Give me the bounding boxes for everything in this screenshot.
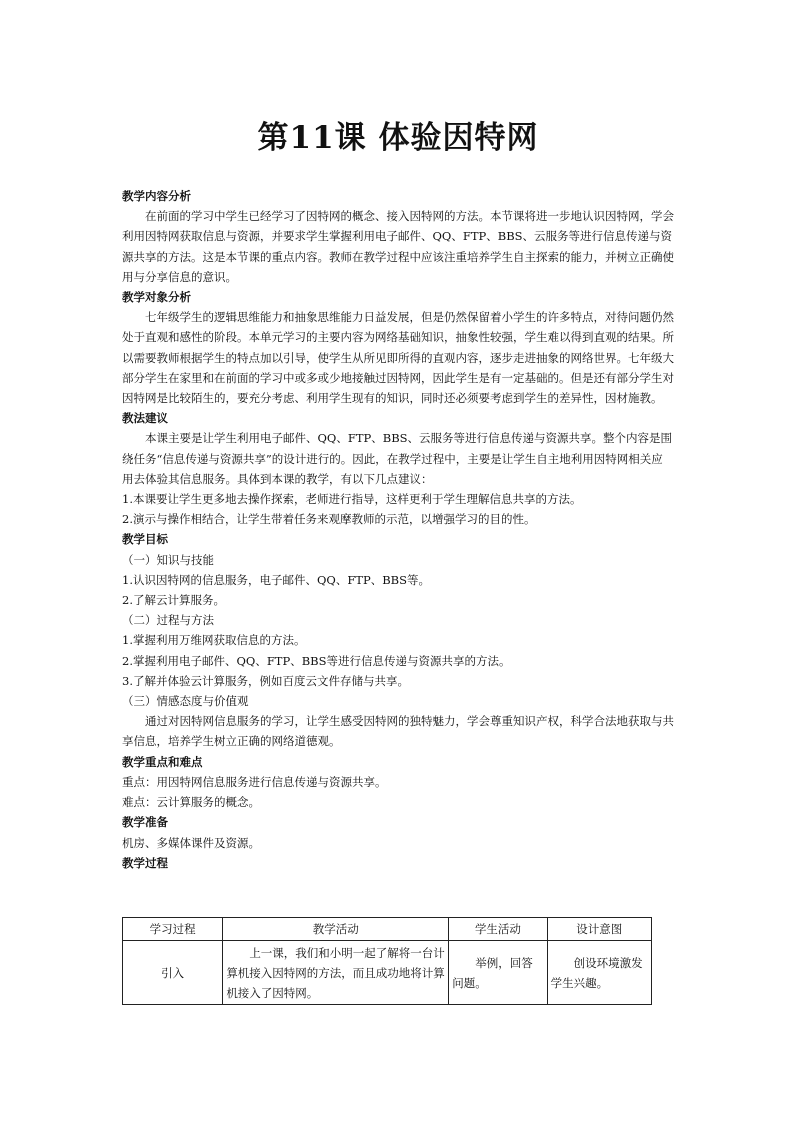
content-analysis-paragraph: 在前面的学习中学生已经学习了因特网的概念、接入因特网的方法。本节课将进一步地认识因特网，学会利用因特网获取信息与资源，并要求学生掌握利用电子邮件、QQ、FTP、BBS、云服务等进行信息传递与资源共享的方法。这是本节课的重点内容。教师在教学过程中应该注重培养学生自主探索的能力，并树立正确使用与分享信息的意识。 bbox=[122, 209, 674, 284]
table-header-cell: 设计意图 bbox=[547, 918, 651, 941]
objective-item: 2.掌握利用电子邮件、QQ、FTP、BBS等进行信息传递与资源共享的方法。 bbox=[122, 653, 511, 668]
preparation-heading: 教学准备 bbox=[122, 815, 168, 830]
audience-analysis-heading: 教学对象分析 bbox=[122, 290, 191, 305]
table-header-row bbox=[123, 918, 652, 941]
lesson-content bbox=[122, 186, 674, 873]
process-heading: 教学过程 bbox=[122, 855, 168, 870]
teaching-process-table bbox=[122, 917, 652, 1005]
table-header-cell: 学生活动 bbox=[449, 918, 547, 941]
objective-knowledge-label: （一）知识与技能 bbox=[122, 552, 214, 567]
key-point-difficulty: 难点：云计算服务的概念。 bbox=[122, 795, 260, 810]
objective-item: 1.认识因特网的信息服务，电子邮件、QQ、FTP、BBS等。 bbox=[122, 572, 430, 587]
objective-item: 1.掌握利用万维网获取信息的方法。 bbox=[122, 633, 306, 648]
table-header-cell: 学习过程 bbox=[123, 918, 223, 941]
preparation-text: 机房、多媒体课件及资源。 bbox=[122, 835, 260, 850]
key-points-heading: 教学重点和难点 bbox=[122, 754, 203, 769]
table-cell: 举例，回答问题。 bbox=[449, 941, 547, 1005]
method-advice-paragraph: 本课主要是让学生利用电子邮件、QQ、FTP、BBS、云服务等进行信息传递与资源共享。整个内容是围绕任务“信息传递与资源共享”的设计进行的。因此，在教学过程中，主要是让学生自主地利用因特网相关应用去体验其信息服务。具体到本课的教学，有以下几点建议： bbox=[122, 431, 673, 486]
lesson-title: 第11课 体验因特网 bbox=[257, 120, 539, 156]
objective-process-label: （二）过程与方法 bbox=[122, 613, 214, 628]
table-cell: 创设环境激发学生兴趣。 bbox=[547, 941, 651, 1005]
table-cell: 上一课，我们和小明一起了解将一台计算机接入因特网的方法，而且成功地将计算机接入了因特网。 bbox=[223, 941, 449, 1005]
method-advice-item: 1.本课要让学生更多地去操作探索，老师进行指导，这样更利于学生理解信息共享的方法。 bbox=[122, 492, 582, 507]
content-analysis-heading: 教学内容分析 bbox=[122, 189, 191, 203]
objective-attitude-label: （三）情感态度与价值观 bbox=[122, 694, 249, 709]
objective-attitude-paragraph: 通过对因特网信息服务的学习，让学生感受因特网的独特魅力，学会尊重知识产权，科学合法地获取与共享信息，培养学生树立正确的网络道德观。 bbox=[122, 714, 674, 749]
key-point-focus: 重点：用因特网信息服务进行信息传递与资源共享。 bbox=[122, 774, 387, 789]
table-row bbox=[123, 941, 652, 1005]
table-header-cell: 教学活动 bbox=[223, 918, 449, 941]
table-cell: 引入 bbox=[123, 941, 223, 1005]
objectives-heading: 教学目标 bbox=[122, 532, 168, 547]
objective-item: 2.了解云计算服务。 bbox=[122, 593, 225, 608]
method-advice-item: 2.演示与操作相结合，让学生带着任务来观摩教师的示范，以增强学习的目的性。 bbox=[122, 512, 536, 527]
objective-item: 3.了解并体验云计算服务，例如百度云文件存储与共享。 bbox=[122, 673, 409, 688]
method-advice-heading: 教法建议 bbox=[122, 411, 168, 426]
audience-analysis-paragraph: 七年级学生的逻辑思维能力和抽象思维能力日益发展，但是仍然保留着小学生的许多特点，对待问题仍然处于直观和感性的阶段。本单元学习的主要内容为网络基础知识，抽象性较强，学生难以得到直观的结果。所以需要教师根据学生的特点加以引导，使学生从所见即所得的直观内容，逐步走进抽象的网络世界。七年级大部分学生在家里和在前面的学习中或多或少地接触过因特网，因此学生是有一定基础的。但是还有部分学生对因特网是比较陌生的，要充分考虑、利用学生现有的知识，同时还必须要考虑到学生的差异性，因材施教。 bbox=[122, 310, 674, 406]
